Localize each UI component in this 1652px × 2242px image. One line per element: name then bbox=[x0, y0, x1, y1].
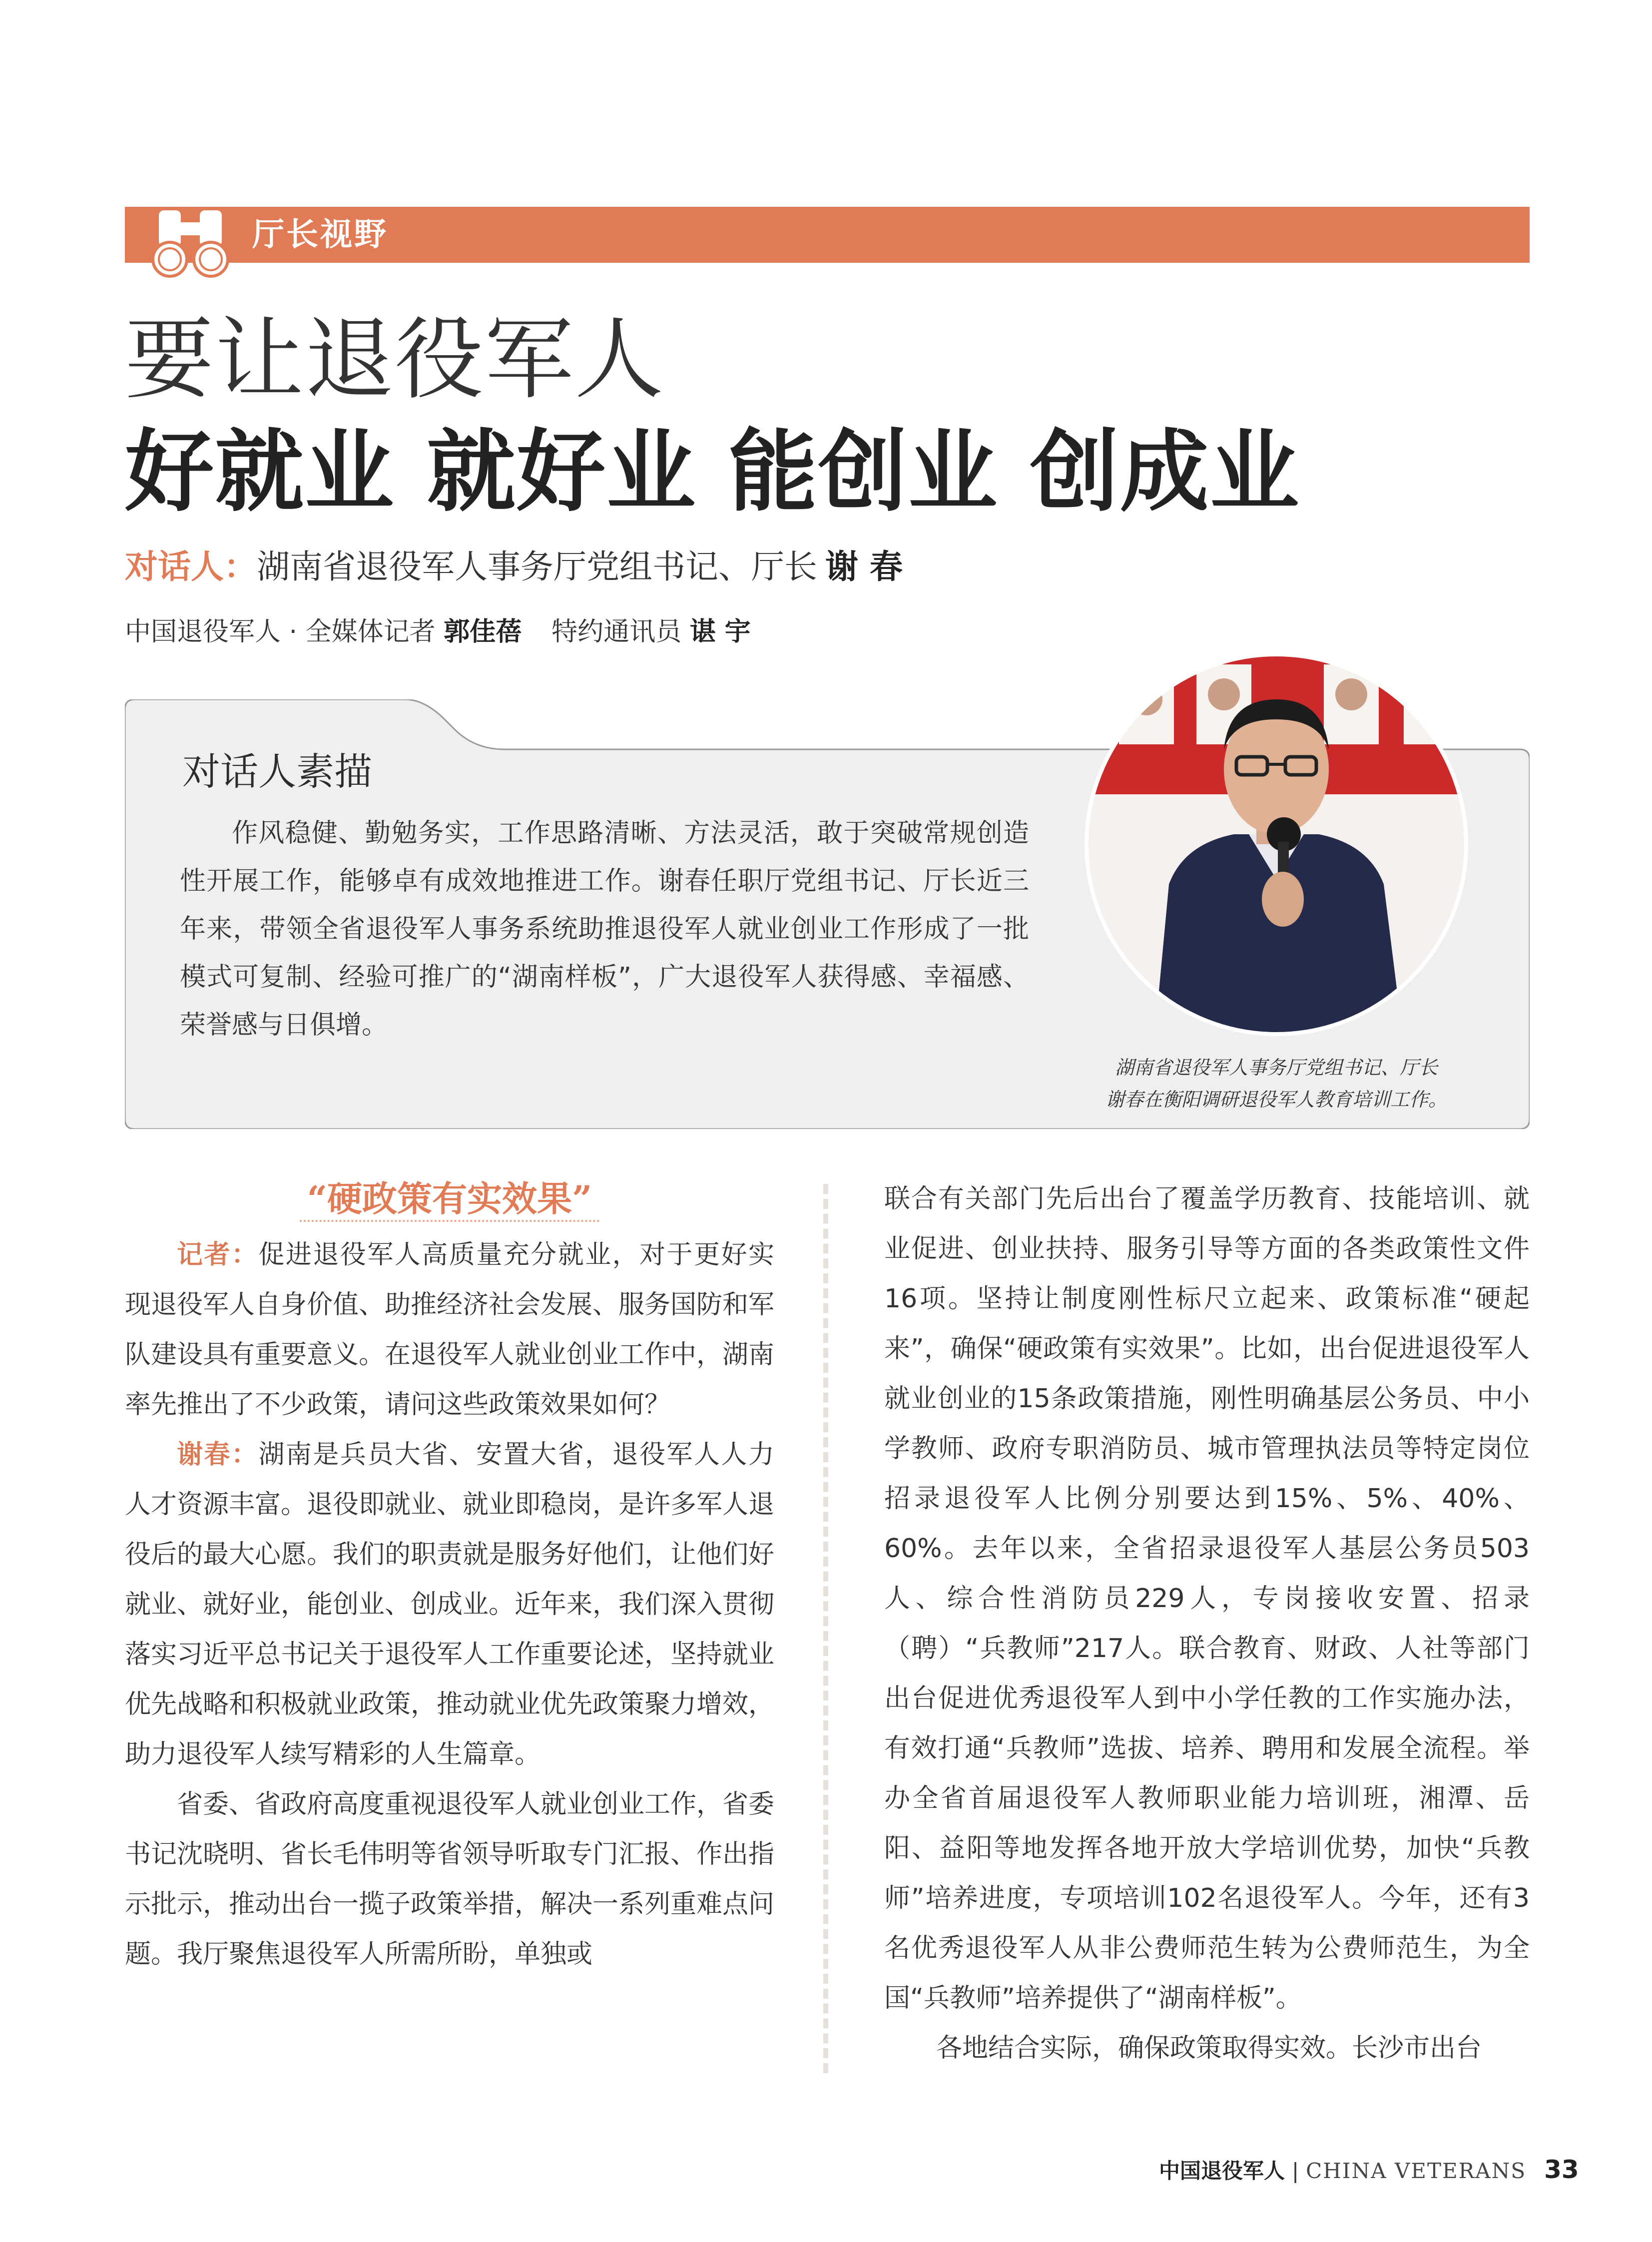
paragraph-text: 促进退役军人高质量充分就业，对于更好实现退役军人自身价值、助推经济社会发展、服务国防和军队建设具有重要意义。在退役军人就业创业工作中，湖南率先推出了不少政策，请问这些政策效果如何？ bbox=[125, 1240, 775, 1420]
speaker-xiechun: 谢春： bbox=[177, 1439, 259, 1470]
column-divider bbox=[823, 1184, 828, 2073]
title-line-1: 要让退役军人 bbox=[125, 308, 664, 411]
binoculars-icon bbox=[148, 207, 233, 282]
paragraph-xiechun-answer bbox=[125, 1430, 774, 1779]
profile-heading: 对话人素描 bbox=[182, 749, 372, 794]
interviewee-line bbox=[125, 545, 903, 589]
footer-magazine-name: 中国退役军人 bbox=[1159, 2159, 1285, 2183]
footer-english-name: CHINA VETERANS bbox=[1306, 2159, 1527, 2183]
section-label: 厅长视野 bbox=[252, 216, 388, 253]
footer-separator: | bbox=[1292, 2159, 1299, 2183]
correspondent-name: 谌 宇 bbox=[689, 617, 751, 647]
portrait-photo bbox=[1084, 644, 1469, 1044]
page-number: 33 bbox=[1544, 2155, 1579, 2184]
interviewee-role: 湖南省退役军人事务厅党组书记、厅长 bbox=[257, 548, 817, 586]
byline bbox=[125, 612, 751, 652]
article-column-left bbox=[125, 1174, 774, 1979]
correspondent-label: 特约通讯员 bbox=[551, 617, 682, 647]
page-footer bbox=[1159, 2152, 1579, 2187]
paragraph-provincial-support bbox=[125, 1779, 774, 1979]
interviewee-label: 对话人： bbox=[125, 548, 257, 586]
interviewee-name: 谢 春 bbox=[825, 548, 903, 586]
article-subheading: “硬政策有实效果” bbox=[307, 1178, 592, 1219]
byline-prefix: 中国退役军人 · 全媒体记者 bbox=[125, 617, 436, 647]
reporter-name: 郭佳蓓 bbox=[444, 617, 522, 647]
photo-caption-line-1: 湖南省退役军人事务厅党组书记、厅长 bbox=[1114, 1057, 1438, 1079]
paragraph-text: 联合有关部门先后出台了覆盖学历教育、技能培训、就业促进、创业扶持、服务引导等方面的各类政策性文件16项。坚持让制度刚性标尺立起来、政策标准“硬起来”，确保“硬政策有实效果”。比如，出台促进退役军人就业创业的15条政策措施，刚性明确基层公务员、中小学教师、政府专职消防员、城市管理执法员等特定岗位招录退役军人比例分别要达到15%、5%、40%、60%。去年以来，全省招录退役军人基层公务员503人、综合性消防员229人，专岗接收安置、招录（聘）“兵教师”217人。联合教育、财政、人社等部门出台促进优秀退役军人到中小学任教的工作实施办法，有效打通“兵教师”选拔、培养、聘用和发展全流程。举办全省首届退役军人教师职业能力培训班，湘潭、岳阳、益阳等地发挥各地开放大学培训优势，加快“兵教师”培养进度，专项培训102名退役军人。今年，还有3名优秀退役军人从非公费师范生转为公费师范生，为全国“兵教师”培养提供了“湖南样板”。 bbox=[884, 1184, 1530, 2013]
paragraph-policies bbox=[884, 1174, 1530, 2023]
speaker-reporter: 记者： bbox=[177, 1239, 259, 1270]
photo-caption-line-2: 谢春在衡阳调研退役军人教育培训工作。 bbox=[1105, 1089, 1447, 1111]
title-line-2: 好就业 就好业 能创业 创成业 bbox=[125, 420, 1300, 524]
paragraph-text: 省委、省政府高度重视退役军人就业创业工作，省委书记沈晓明、省长毛伟明等省领导听取专门汇报、作出指示批示，推动出台一揽子政策举措，解决一系列重难点问题。我厅聚焦退役军人所需所盼，单独或 bbox=[125, 1789, 775, 1969]
article-column-right bbox=[884, 1174, 1530, 2073]
profile-body: 作风稳健、勤勉务实，工作思路清晰、方法灵活，敢于突破常规创造性开展工作，能够卓有成效地推进工作。谢春任职厅党组书记、厅长近三年来，带领全省退役军人事务系统助推退役军人就业创业工作形成了一批模式可复制、经验可推广的“湖南样板”，广大退役军人获得感、幸福感、荣誉感与日俱增。 bbox=[180, 818, 1029, 1040]
paragraph-reporter-question bbox=[125, 1230, 774, 1430]
paragraph-text: 各地结合实际，确保政策取得实效。长沙市出台 bbox=[936, 2033, 1482, 2063]
paragraph-local-practice bbox=[884, 2023, 1530, 2073]
paragraph-text: 湖南是兵员大省、安置大省，退役军人人力人才资源丰富。退役即就业、就业即稳岗，是许多军人退役后的最大心愿。我们的职责就是服务好他们，让他们好就业、就好业，能创业、创成业。近年来，我们深入贯彻落实习近平总书记关于退役军人工作重要论述，坚持就业优先战略和积极就业政策，推动就业优先政策聚力增效，助力退役军人续写精彩的人生篇章。 bbox=[125, 1440, 775, 1769]
photo-caption bbox=[1059, 1052, 1494, 1116]
